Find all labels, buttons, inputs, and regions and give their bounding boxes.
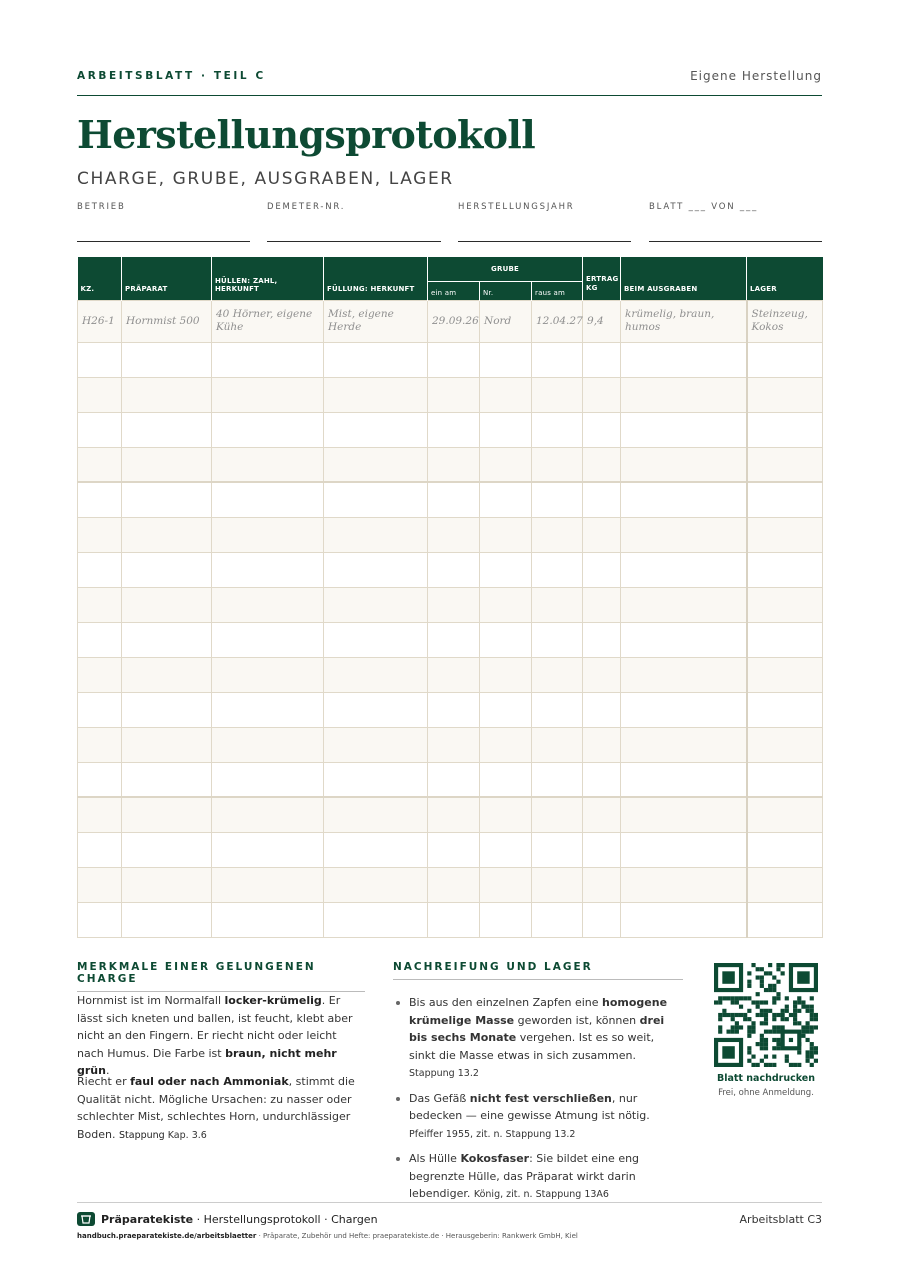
table-row [78,587,823,622]
table-row [78,692,823,727]
footer-brand: Präparatekiste · Herstellungsprotokoll · Chargen [101,1213,378,1226]
cell-praeparat[interactable] [122,657,212,692]
cell-ein-am[interactable] [428,447,480,482]
footer-url[interactable]: handbuch.praeparatekiste.de/arbeitsblaetter [77,1232,257,1240]
cell-fuellung[interactable] [324,412,428,447]
cell-praeparat[interactable] [122,727,212,762]
cell-lager[interactable]: Steinzeug, Kokos [747,300,823,342]
cell-kz[interactable] [78,447,122,482]
cell-nr[interactable] [480,902,532,937]
cell-praeparat[interactable] [122,832,212,867]
cell-nr[interactable] [480,552,532,587]
cell-raus-am[interactable] [532,517,583,552]
cell-fuellung[interactable] [324,867,428,902]
cell-raus-am[interactable] [532,412,583,447]
cell-kz[interactable] [78,412,122,447]
cell-raus-am[interactable] [532,587,583,622]
col-header-ein-am: ein am [428,281,480,300]
example-row [78,300,823,342]
cell-nr[interactable] [480,587,532,622]
cell-praeparat[interactable] [122,412,212,447]
qr-code-icon[interactable] [714,963,818,1067]
cell-huellen[interactable] [212,342,324,377]
cell-ausgraben[interactable] [621,622,747,657]
cell-nr[interactable] [480,867,532,902]
cell-raus-am[interactable] [532,797,583,832]
cell-kz[interactable] [78,867,122,902]
cell-lager[interactable] [747,517,823,552]
cell-huellen[interactable] [212,657,324,692]
cell-fuellung[interactable] [324,447,428,482]
col-header-nr: Nr. [480,281,532,300]
cell-ein-am[interactable]: 29.09.26 [428,300,480,342]
cell-ein-am[interactable] [428,867,480,902]
cell-nr[interactable] [480,727,532,762]
cell-ausgraben[interactable] [621,797,747,832]
cell-nr[interactable] [480,377,532,412]
cell-lager[interactable] [747,482,823,517]
cell-lager[interactable] [747,342,823,377]
cell-kz[interactable] [78,797,122,832]
cell-praeparat[interactable] [122,447,212,482]
cell-kz[interactable] [78,342,122,377]
cell-kz[interactable] [78,657,122,692]
footer-credits: handbuch.praeparatekiste.de/arbeitsblaetter · Präparate, Zubehör und Hefte: praeparatekiste.de · Herausgeberin: Rankwerk GmbH, Kiel [77,1232,578,1240]
cell-ein-am[interactable] [428,797,480,832]
cell-huellen[interactable] [212,412,324,447]
footer-divider [77,1202,822,1203]
cell-ein-am[interactable] [428,412,480,447]
footer-sheet-id: Arbeitsblatt C3 [739,1213,822,1226]
cell-lager[interactable] [747,377,823,412]
qr-caption[interactable]: Blatt nachdrucken [716,1073,815,1084]
cell-ausgraben[interactable] [621,832,747,867]
cell-lager[interactable] [747,832,823,867]
cell-ertrag[interactable] [583,867,621,902]
cell-huellen[interactable] [212,797,324,832]
cell-lager[interactable] [747,622,823,657]
cell-huellen[interactable] [212,762,324,797]
cell-ein-am[interactable] [428,692,480,727]
cell-ein-am[interactable] [428,517,480,552]
cell-ausgraben[interactable] [621,762,747,797]
cell-fuellung[interactable] [324,657,428,692]
cell-ertrag[interactable] [583,377,621,412]
cell-ertrag[interactable] [583,342,621,377]
page-title: Herstellungsprotokoll [77,112,536,157]
cell-praeparat[interactable] [122,587,212,622]
cell-huellen[interactable] [212,377,324,412]
cell-nr[interactable] [480,622,532,657]
cell-fuellung[interactable] [324,727,428,762]
cell-huellen[interactable]: 40 Hörner, eigene Kühe [212,300,324,342]
cell-kz[interactable] [78,902,122,937]
cell-ertrag[interactable] [583,447,621,482]
cell-praeparat[interactable]: Hornmist 500 [122,300,212,342]
year-field[interactable] [458,202,631,242]
cell-praeparat[interactable] [122,342,212,377]
cell-raus-am[interactable] [532,727,583,762]
table-row [78,762,823,797]
cell-praeparat[interactable] [122,797,212,832]
col-header-praeparat: PRÄPARAT [122,257,212,300]
col-header-fuellung: FÜLLUNG: HERKUNFT [324,257,428,300]
table-row [78,832,823,867]
col-header-lager: LAGER [747,257,823,300]
cell-fuellung[interactable] [324,902,428,937]
cell-huellen[interactable] [212,867,324,902]
cell-lager[interactable] [747,692,823,727]
col-header-ausgraben: BEIM AUSGRABEN [621,257,747,300]
cell-ein-am[interactable] [428,377,480,412]
cell-raus-am[interactable] [532,657,583,692]
demeter-label: DEMETER-NR. [267,202,346,212]
cell-huellen[interactable] [212,447,324,482]
cell-ein-am[interactable] [428,482,480,517]
cell-ausgraben[interactable] [621,657,747,692]
cell-ein-am[interactable] [428,657,480,692]
cell-fuellung[interactable] [324,762,428,797]
col-header-grube: GRUBE [428,257,583,281]
cell-lager[interactable] [747,587,823,622]
cell-praeparat[interactable] [122,552,212,587]
col-header-ertrag: ERTRAG KG [583,257,621,300]
cell-ertrag[interactable] [583,692,621,727]
table-row [78,902,823,937]
cell-fuellung[interactable] [324,692,428,727]
cell-raus-am[interactable] [532,447,583,482]
nachreifung-heading: NACHREIFUNG UND LAGER [393,961,683,980]
cell-kz[interactable] [78,692,122,727]
demeter-field[interactable] [267,202,441,242]
merkmale-paragraph-1: Hornmist ist im Normalfall locker-krümelig. Er lässt sich kneten und ballen, ist feucht, klebt aber nicht an den Fingern. Er riecht nicht oder leicht nach Humus. Die Farbe ist braun, nicht mehr grün. [77,994,353,1077]
cell-lager[interactable] [747,552,823,587]
cell-nr[interactable] [480,762,532,797]
list-item: Als Hülle Kokosfaser: Sie bildet eine eng begrenzte Hülle, das Präparat wirkt darin lebendiger. König, zit. n. Stappung 13A6 [393,1150,683,1204]
cell-lager[interactable] [747,657,823,692]
table-row [78,447,823,482]
cell-ertrag[interactable] [583,902,621,937]
cell-raus-am[interactable] [532,377,583,412]
cell-huellen[interactable] [212,587,324,622]
cell-ausgraben[interactable] [621,377,747,412]
cell-huellen[interactable] [212,692,324,727]
protocol-table [77,257,823,938]
cell-nr[interactable] [480,797,532,832]
cell-nr[interactable]: Nord [480,300,532,342]
cell-fuellung[interactable] [324,832,428,867]
table-row [78,552,823,587]
cell-raus-am[interactable]: 12.04.27 [532,300,583,342]
cell-ertrag[interactable] [583,517,621,552]
cell-nr[interactable] [480,447,532,482]
cell-huellen[interactable] [212,902,324,937]
cell-ausgraben[interactable] [621,727,747,762]
cell-ertrag[interactable] [583,622,621,657]
cell-ein-am[interactable] [428,342,480,377]
cell-kz[interactable] [78,622,122,657]
page-header [77,69,822,96]
table-row [78,797,823,832]
cell-huellen[interactable] [212,482,324,517]
list-item: Bis aus den einzelnen Zapfen eine homogene krümelige Masse geworden ist, können drei bis sechs Monate vergehen. Ist es so weit, sinkt die Masse etwas in sich zusammen. Stappung 13.2 [393,994,683,1083]
cell-praeparat[interactable] [122,482,212,517]
cell-ein-am[interactable] [428,762,480,797]
cell-fuellung[interactable]: Mist, eigene Herde [324,300,428,342]
cell-fuellung[interactable] [324,377,428,412]
cell-ein-am[interactable] [428,552,480,587]
cell-ausgraben[interactable] [621,447,747,482]
cell-fuellung[interactable] [324,517,428,552]
cell-fuellung[interactable] [324,342,428,377]
table-row [78,622,823,657]
cell-ausgraben[interactable] [621,552,747,587]
cell-raus-am[interactable] [532,622,583,657]
cell-fuellung[interactable] [324,797,428,832]
cell-huellen[interactable] [212,552,324,587]
cell-fuellung[interactable] [324,622,428,657]
table-row [78,342,823,377]
col-header-huellen: HÜLLEN: ZAHL, HERKUNFT [212,257,324,300]
cell-huellen[interactable] [212,832,324,867]
cell-raus-am[interactable] [532,867,583,902]
betrieb-label: BETRIEB [77,202,126,212]
cell-ein-am[interactable] [428,587,480,622]
cell-praeparat[interactable] [122,622,212,657]
cell-raus-am[interactable] [532,482,583,517]
cell-nr[interactable] [480,692,532,727]
cell-praeparat[interactable] [122,517,212,552]
cell-nr[interactable] [480,832,532,867]
cell-huellen[interactable] [212,727,324,762]
cell-praeparat[interactable] [122,902,212,937]
cell-nr[interactable] [480,342,532,377]
cell-nr[interactable] [480,657,532,692]
cell-raus-am[interactable] [532,902,583,937]
cell-ausgraben[interactable] [621,342,747,377]
cell-ausgraben[interactable] [621,517,747,552]
cell-raus-am[interactable] [532,552,583,587]
cell-kz[interactable] [78,552,122,587]
merkmale-heading: MERKMALE EINER GELUNGENEN CHARGE [77,961,365,992]
worksheet-label: ARBEITSBLATT · TEIL C [77,70,266,82]
cell-kz[interactable] [78,727,122,762]
table-row [78,412,823,447]
cell-ein-am[interactable] [428,902,480,937]
cell-ertrag[interactable] [583,797,621,832]
year-label: HERSTELLUNGSJAHR [458,202,575,212]
cell-fuellung[interactable] [324,587,428,622]
cell-kz[interactable] [78,762,122,797]
cell-kz[interactable] [78,517,122,552]
cell-ein-am[interactable] [428,622,480,657]
cell-nr[interactable] [480,412,532,447]
cell-ertrag[interactable]: 9,4 [583,300,621,342]
cell-ertrag[interactable] [583,587,621,622]
cell-huellen[interactable] [212,517,324,552]
table-row [78,657,823,692]
cell-ertrag[interactable] [583,552,621,587]
cell-lager[interactable] [747,447,823,482]
cell-nr[interactable] [480,517,532,552]
cell-nr[interactable] [480,482,532,517]
sheet-field[interactable] [649,202,822,242]
cell-lager[interactable] [747,902,823,937]
cell-lager[interactable] [747,867,823,902]
betrieb-field[interactable] [77,202,250,242]
cell-ausgraben[interactable] [621,482,747,517]
table-row [78,727,823,762]
col-header-kz: KZ. [78,257,122,300]
cell-lager[interactable] [747,727,823,762]
cell-ausgraben[interactable] [621,902,747,937]
sheet-label: BLATT ___ VON ___ [649,202,759,212]
cell-ein-am[interactable] [428,832,480,867]
cell-fuellung[interactable] [324,552,428,587]
col-header-raus-am: raus am [532,281,583,300]
cell-praeparat[interactable] [122,867,212,902]
cell-ertrag[interactable] [583,832,621,867]
cell-raus-am[interactable] [532,832,583,867]
cell-kz[interactable] [78,377,122,412]
cell-praeparat[interactable] [122,692,212,727]
cell-ausgraben[interactable] [621,412,747,447]
cell-lager[interactable] [747,797,823,832]
cell-ertrag[interactable] [583,412,621,447]
cell-fuellung[interactable] [324,482,428,517]
cell-ausgraben[interactable] [621,692,747,727]
cell-lager[interactable] [747,762,823,797]
cell-ausgraben[interactable] [621,587,747,622]
cell-ein-am[interactable] [428,727,480,762]
cell-raus-am[interactable] [532,762,583,797]
table-row [78,377,823,412]
cell-ertrag[interactable] [583,762,621,797]
cell-ertrag[interactable] [583,657,621,692]
cell-ausgraben[interactable]: krümelig, braun, humos [621,300,747,342]
table-row [78,482,823,517]
nachreifung-list [393,994,683,1211]
table-row [78,517,823,552]
page-subtitle: CHARGE, GRUBE, AUSGRABEN, LAGER [77,169,454,189]
cell-kz[interactable] [78,482,122,517]
merkmale-paragraph-2: Riecht er faul oder nach Ammoniak, stimmt die Qualität nicht. Mögliche Ursachen: zu nasser oder schlechter Mist, schlechtes Horn, undurchlässiger Boden. Stappung Kap. 3.6 [77,1075,355,1141]
cell-kz[interactable] [78,832,122,867]
section-label: Eigene Herstellung [690,69,822,83]
cell-ausgraben[interactable] [621,867,747,902]
qr-subcaption: Frei, ohne Anmeldung. [718,1088,814,1098]
cell-praeparat[interactable] [122,377,212,412]
table-row [78,867,823,902]
cell-kz[interactable] [78,587,122,622]
cell-raus-am[interactable] [532,692,583,727]
cell-kz[interactable]: H26-1 [78,300,122,342]
cell-ertrag[interactable] [583,727,621,762]
cell-huellen[interactable] [212,622,324,657]
list-item: Das Gefäß nicht fest verschließen, nur bedecken — eine gewisse Atmung ist nötig. Pfeiffer 1955, zit. n. Stappung 13.2 [393,1090,683,1144]
cell-ertrag[interactable] [583,482,621,517]
box-logo-icon [77,1212,95,1226]
cell-raus-am[interactable] [532,342,583,377]
cell-lager[interactable] [747,412,823,447]
cell-praeparat[interactable] [122,762,212,797]
